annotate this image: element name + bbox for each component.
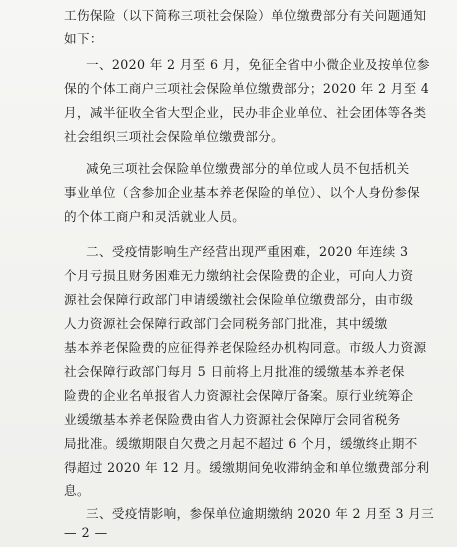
- text-line-4: 保的个体工商户三项社会保险单位缴费部分；2020 年 2 月至 4: [64, 81, 430, 96]
- text-line-20: 息。: [64, 483, 90, 498]
- page-number: — 2 —: [64, 525, 108, 540]
- text-line-15: 社会保障行政部门每月 5 日前将上月批准的缓缴基本养老保: [64, 364, 405, 379]
- text-line-2: 如下：: [64, 31, 103, 46]
- text-line-21: 三、受疫情影响，参保单位逾期缴纳 2020 年 2 月至 3 月三: [86, 506, 435, 521]
- text-line-17: 业缓缴基本养老保险费由省人力资源社会保障厅会同省税务: [64, 412, 401, 427]
- text-line-18: 局批准。缓缴期限自欠费之月起不超过 6 个月，缓缴终止期不: [64, 436, 418, 451]
- text-line-12: 源社会保障行政部门申请缓缴社会保险单位缴费部分，由市级: [64, 292, 414, 307]
- text-line-1: 工伤保险（以下简称三项社会保险）单位缴费部分有关问题通知: [64, 8, 427, 23]
- text-line-3: 一、2020 年 2 月至 6 月，免征全省中小微企业及按单位参: [86, 57, 430, 72]
- text-line-10: 二、受疫情影响生产经营出现严重困难，2020 年连续 3: [86, 244, 409, 259]
- text-line-8: 事业单位（含参加企业基本养老保险的单位）、以个人身份参保: [64, 185, 421, 200]
- text-line-16: 险费的企业名单报省人力资源社会保障厅备案。原行业统筹企: [64, 388, 414, 403]
- text-line-14: 基本养老保险费的应征得养老保险经办机构同意。市级人力资源: [64, 340, 427, 355]
- text-line-9: 的个体工商户和灵活就业人员。: [64, 209, 246, 224]
- text-line-5: 月，减半征收全省大型企业，民办非企业单位、社会团体等各类: [64, 105, 427, 120]
- text-line-11: 个月亏损且财务困难无力缴纳社会保险费的企业，可向人力资: [64, 268, 414, 283]
- text-line-19: 得超过 2020 年 12 月。缓缴期间免收滞纳金和单位缴费部分利: [64, 460, 430, 475]
- text-line-13: 人力资源社会保障行政部门会同税务部门批准，其中缓缴: [64, 316, 388, 331]
- text-line-6: 社会组织三项社会保险单位缴费部分。: [64, 129, 285, 144]
- text-line-7: 减免三项社会保险单位缴费部分的单位或人员不包括机关: [86, 161, 410, 176]
